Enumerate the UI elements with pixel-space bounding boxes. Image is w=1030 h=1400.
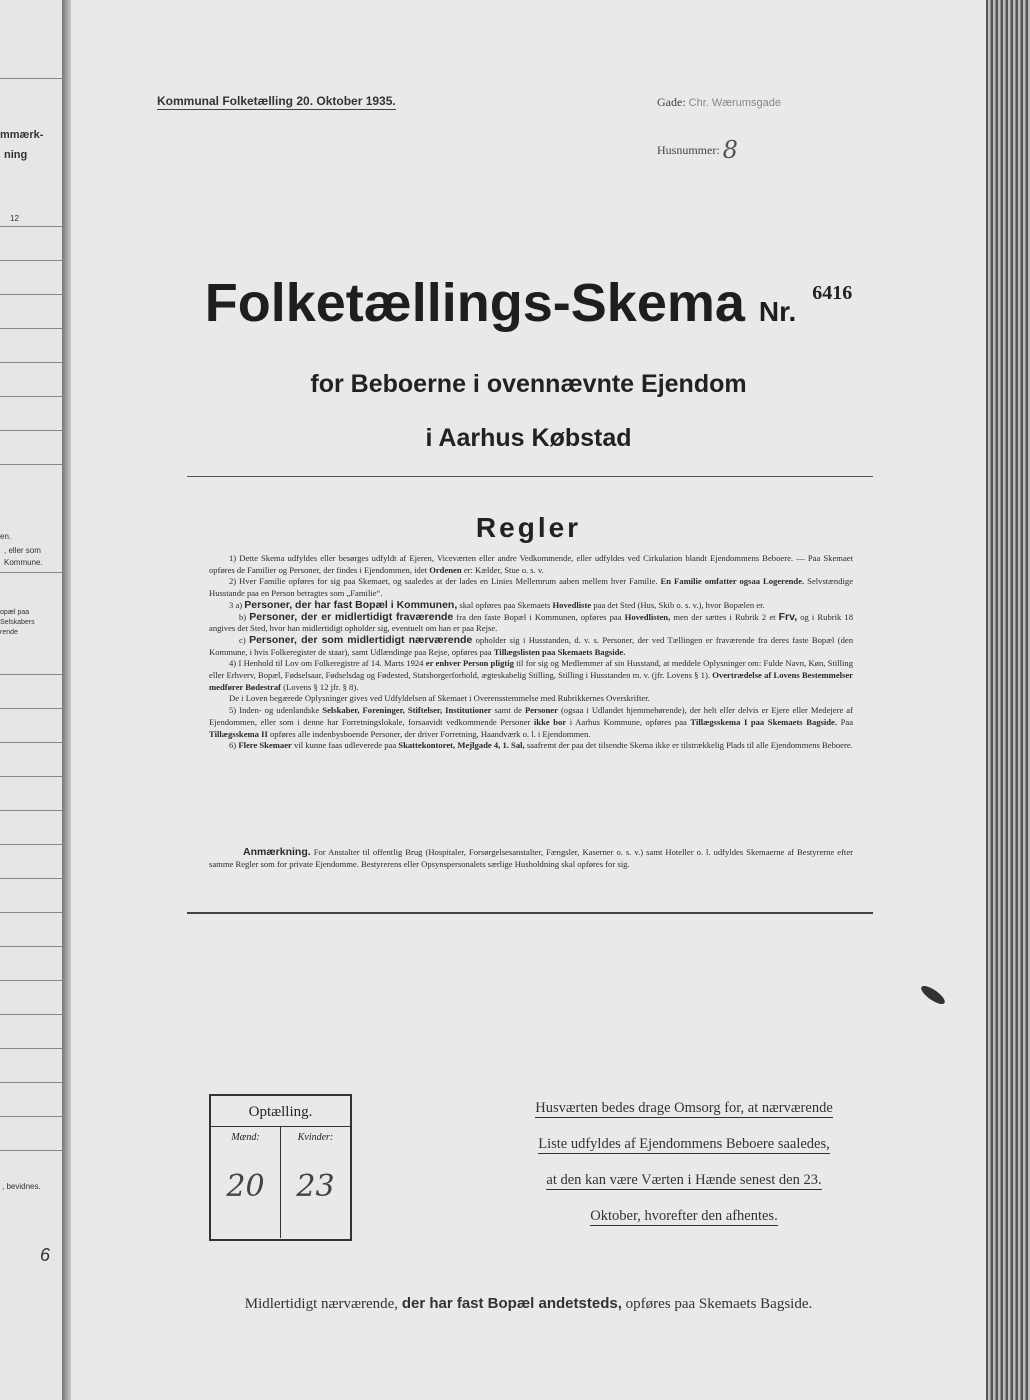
husnummer-value: 8 [722,136,738,164]
maend-column [211,1127,280,1238]
husnummer-label: Husnummer: [657,143,720,157]
divider [0,776,62,777]
form-number: 6416 [812,282,853,304]
left-text: Selskabers [0,619,35,626]
divider [0,878,62,879]
divider [0,1014,62,1015]
left-text: ning [4,149,28,161]
footer-post: opføres paa Skemaets Bagside. [625,1296,813,1312]
divider [0,912,62,913]
divider [0,430,62,431]
divider [0,844,62,845]
footer-note [71,1295,986,1313]
divider-top [187,476,873,477]
anmaerkning-text: For Anstalter til offentlig Brug (Hospitaler, Forsørgelsesanstalter, Fængsler, Kaserner o. s. v.) samt Hoteller o. l. udfyldes Skemaerne af Bestyrerne efter samme Regler som for private Ejendomme. Bestyrerens eller Opsynspersonalets særlige Husholdning skal opføres for sig. [209,847,853,869]
optaelling-title: Optælling. [211,1096,350,1127]
rules-text [209,553,853,752]
rule-3c: c) Personer, der som midlertidigt nærværende opholder sig i Husstanden, d. v. s. Personer, der ved Tællingen er fraværende fra deres faste Bopæl (den Kommune, i hvis Folkeregister de staar), samt Udlændinge paa Rejse, opføres paa Tillægslisten paa Skemaets Bagside. [209,633,853,657]
divider [0,980,62,981]
rule-4-note: De i Loven begærede Oplysninger gives ved Udfyldelsen af Skemaet i Overensstemmelse med Rubrikkernes Overskrifter. [229,693,650,704]
gade-label: Gade: [657,95,686,109]
rule-5: 5) Inden- og udenlandske Selskaber, Foreninger, Stiftelser, Institutioner samt de Personer (ogsaa i Udlandet hjemmehørende), der helt eller delvis er Ejere eller Medejere af Ejendommen, eller som i denne har Forretningslokale, forsaavidt vedkommende Personer ikke bor i Aarhus Kommune, opføres paa Tillægsskema I paa Skemaets Bagside. Paa Tillægsskema II opføres alle indenbysboende Personer, der driver Forretning, Haandværk o. l. i Ejendommen. [209,705,854,739]
divider [0,1082,62,1083]
form-title [71,272,986,334]
kvinder-column [280,1127,350,1238]
footer-pre: Midlertidigt nærværende, [244,1296,399,1312]
notice-line-4: Oktober, hvorefter den afhentes. [590,1208,778,1224]
left-text: opæl paa [0,609,30,616]
census-header: Kommunal Folketælling 20. Oktober 1935. [157,94,396,108]
divider [0,742,62,743]
left-text: Kommune. [4,558,43,567]
gade-value: Chr. Wærumsgade [688,97,781,109]
left-text: mmærk- [0,129,44,141]
divider [0,260,62,261]
divider [0,708,62,709]
regler-heading: Regler [475,512,582,543]
divider [0,1048,62,1049]
subtitle-1: for Beboerne i ovennævnte Ejendom [310,370,747,398]
left-handwriting: 6 [40,1245,51,1265]
optaelling-box [209,1094,352,1241]
divider [0,946,62,947]
gade-field [657,95,781,110]
rule-3a: 3 a) Personer, der har fast Bopæl i Kommunen, skal opføres paa Skemaets Hovedliste paa det Sted (Hus, Skib o. s. v.), hvor Bopælen er. [229,598,765,611]
divider-bottom [187,912,873,914]
divider [0,1116,62,1117]
divider [0,78,62,79]
notice-line-1: Husværten bedes drage Omsorg for, at nærværende [535,1100,833,1116]
anmaerkning [209,846,853,870]
left-text: 12 [10,214,19,223]
left-text: en. [0,532,12,541]
kvinder-count: 23 [296,1169,335,1204]
maend-label: Mænd: [231,1132,260,1143]
title-main: Folketællings-Skema [204,273,745,333]
divider [0,464,62,465]
book-gutter [62,0,71,1400]
rule-4: 4) I Henhold til Lov om Folkeregistre af 14. Marts 1924 er enhver Person pligtig til for sig og Medlemmer af sin Husstand, at meddele Oplysninger om: Fulde Navn, Køn, Stilling eller Erhverv, Bopæl, Fødselsaar, Fødselsdag og Fødested, Statsborgerforhold, ægteskabelig Stilling, Stilling i Husstanden m. v. (jfr. Lovens § 1). Overtrædelse af Lovens Bestemmelser medfører Bødestraf (Lovens § 12 jfr. § 8). [209,658,854,692]
rule-6: 6) Flere Skemaer vil kunne faas udleverede paa Skattekontoret, Mejlgade 4, 1. Sal, saafremt der paa det tilsendte Skema ikke er tilstrækkelig Plads til alle Ejendommens Beboere. [229,740,853,751]
rule-3b: b) Personer, der er midlertidigt fraværende fra den faste Bopæl i Kommunen, opføres paa Hovedlisten, men der sættes i Rubrik 2 et Frv, og i Rubrik 18 angives det Sted, hvor han midlertidigt opholder sig, eventuelt om han er paa Rejse. [209,610,853,634]
left-facing-page [0,0,62,1400]
divider [0,396,62,397]
left-text: rende [0,629,18,636]
left-text: , bevidnes. [2,1182,41,1191]
subtitle-2: i Aarhus Købstad [425,424,632,452]
landlord-notice [511,1100,857,1244]
divider [0,294,62,295]
census-form-page [71,0,986,1400]
ink-blot [919,983,948,1007]
maend-count: 20 [226,1169,265,1204]
kvinder-label: Kvinder: [297,1132,334,1143]
book-page-edges [986,0,1030,1400]
divider [0,362,62,363]
divider [0,810,62,811]
left-text: , eller som [4,546,41,555]
divider [0,572,62,573]
rule-2: 2) Hver Familie opføres for sig paa Skemaet, og saaledes at der lades en Linies Mellemrum aaben mellem hver Familie. En Familie omfatter ogsaa Logerende. Selvstændige Husstande paa en Person betragtes som „Familie“. [209,576,854,599]
notice-line-2: Liste udfyldes af Ejendommens Beboere saaledes, [538,1136,830,1152]
title-nr-label: Nr. [758,296,797,327]
divider [0,674,62,675]
divider [0,226,62,227]
footer-bold: der har fast Bopæl andetsteds, [401,1295,622,1312]
divider [0,1150,62,1151]
notice-line-3: at den kan være Værten i Hænde senest den 23. [546,1172,822,1188]
husnummer-field [657,132,738,164]
divider [0,328,62,329]
anmaerkning-label: Anmærkning. [243,846,311,858]
rule-1: 1) Dette Skema udfyldes eller besørges udfyldt af Ejeren, Viceværten eller andre Vedkommende, eller udfyldes ved Cirkulation blandt Ejendommens Beboere. — Paa Skemaet opføres de Familier og Personer, der findes i Ejendommen, idet Ordenen er: Kælder, Stue o. s. v. [209,553,853,575]
